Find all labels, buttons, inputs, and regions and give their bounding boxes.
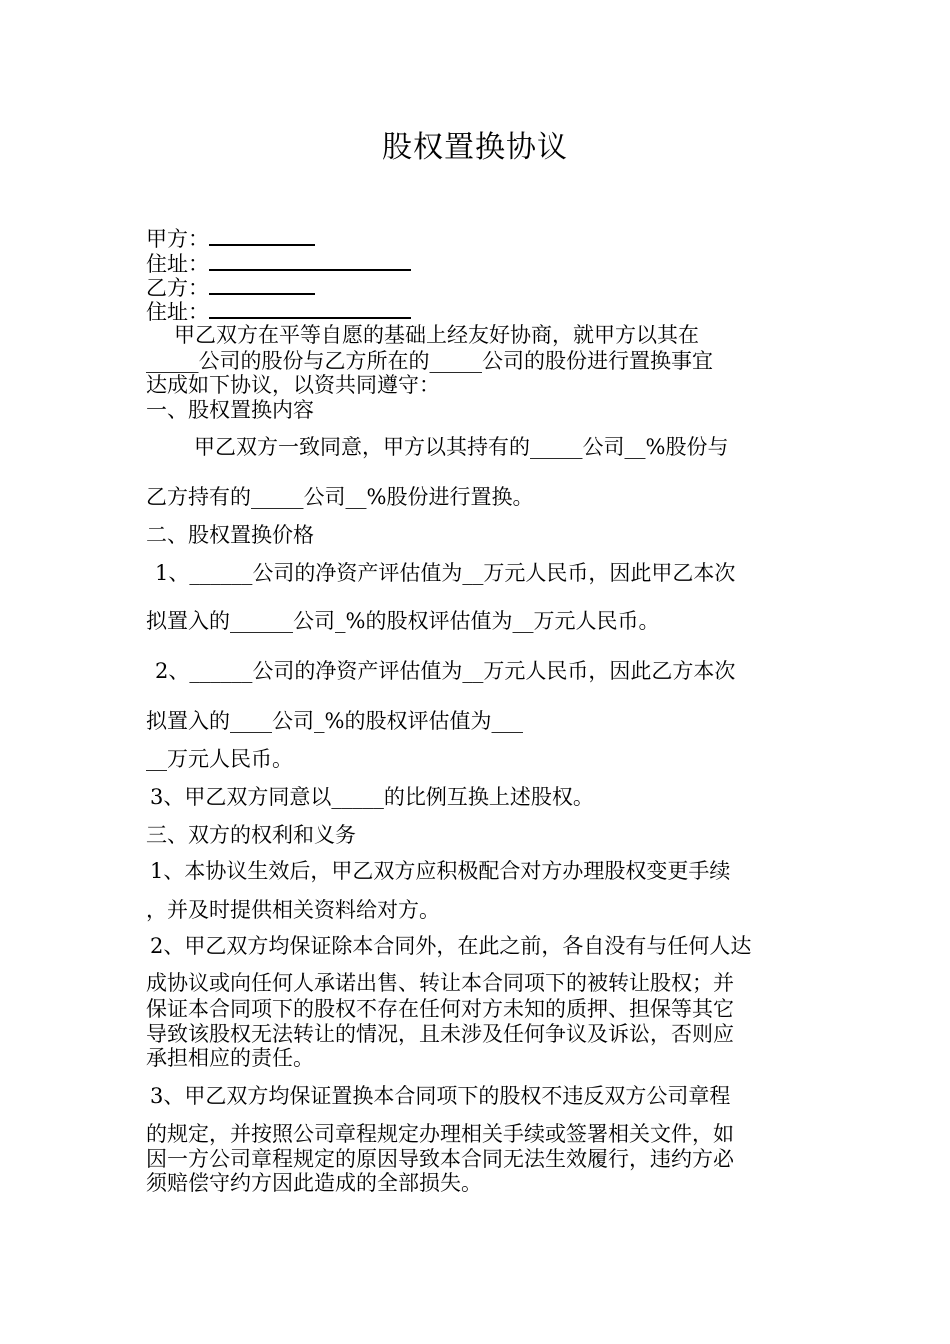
- paragraph-line: 3、甲乙双方同意以_____的比例互换上述股权。: [150, 785, 594, 809]
- address-b-label: 住址：: [146, 300, 209, 324]
- intro-line: 甲乙双方在平等自愿的基础上经友好协商，就甲方以其在: [174, 323, 699, 347]
- paragraph-line: __万元人民币。: [146, 747, 293, 771]
- paragraph-line: 乙方持有的_____公司__%股份进行置换。: [146, 485, 534, 509]
- party-a-label: 甲方：: [146, 227, 209, 251]
- address-b-blank: [209, 298, 411, 319]
- section-heading: 三、双方的权利和义务: [146, 823, 356, 847]
- paragraph-line: 2、______公司的净资产评估值为__万元人民币，因此乙方本次: [155, 659, 736, 683]
- paragraph-line: ，并及时提供相关资料给对方。: [146, 898, 440, 922]
- paragraph-line: 3、甲乙双方均保证置换本合同项下的股权不违反双方公司章程: [150, 1084, 731, 1108]
- paragraph-line: 承担相应的责任。: [146, 1046, 314, 1070]
- paragraph-line: 2、甲乙双方均保证除本合同外，在此之前，各自没有与任何人达: [150, 934, 752, 958]
- paragraph-line: 保证本合同项下的股权不存在任何对方未知的质押、担保等其它: [146, 997, 734, 1021]
- paragraph-line: 1、本协议生效后，甲乙双方应积极配合对方办理股权变更手续: [150, 859, 731, 883]
- address-a-blank: [209, 250, 411, 271]
- paragraph-line: 因一方公司章程规定的原因导致本合同无法生效履行，违约方必: [146, 1147, 734, 1171]
- intro-line: 达成如下协议，以资共同遵守：: [146, 373, 440, 397]
- paragraph-line: 1、______公司的净资产评估值为__万元人民币，因此甲乙本次: [155, 561, 736, 585]
- paragraph-line: 甲乙双方一致同意，甲方以其持有的_____公司__%股份与: [194, 435, 729, 459]
- paragraph-line: 拟置入的______公司_%的股权评估值为__万元人民币。: [146, 609, 660, 633]
- intro-line: _____公司的股份与乙方所在的_____公司的股份进行置换事宜: [146, 349, 713, 373]
- party-b-label: 乙方：: [146, 276, 209, 300]
- paragraph-line: 的规定，并按照公司章程规定办理相关手续或签署相关文件，如: [146, 1122, 734, 1146]
- section-heading: 二、股权置换价格: [146, 523, 314, 547]
- paragraph-line: 须赔偿守约方因此造成的全部损失。: [146, 1171, 482, 1195]
- paragraph-line: 成协议或向任何人承诺出售、转让本合同项下的被转让股权；并: [146, 971, 734, 995]
- party-b-blank: [209, 274, 315, 295]
- section-heading: 一、股权置换内容: [146, 398, 314, 422]
- paragraph-line: 导致该股权无法转让的情况，且未涉及任何争议及诉讼，否则应: [146, 1022, 734, 1046]
- document-title: 股权置换协议: [382, 130, 568, 165]
- party-a-line: [146, 225, 315, 253]
- party-a-blank: [209, 225, 315, 246]
- paragraph-line: 拟置入的____公司_%的股权评估值为___: [146, 709, 523, 733]
- address-a-label: 住址：: [146, 252, 209, 276]
